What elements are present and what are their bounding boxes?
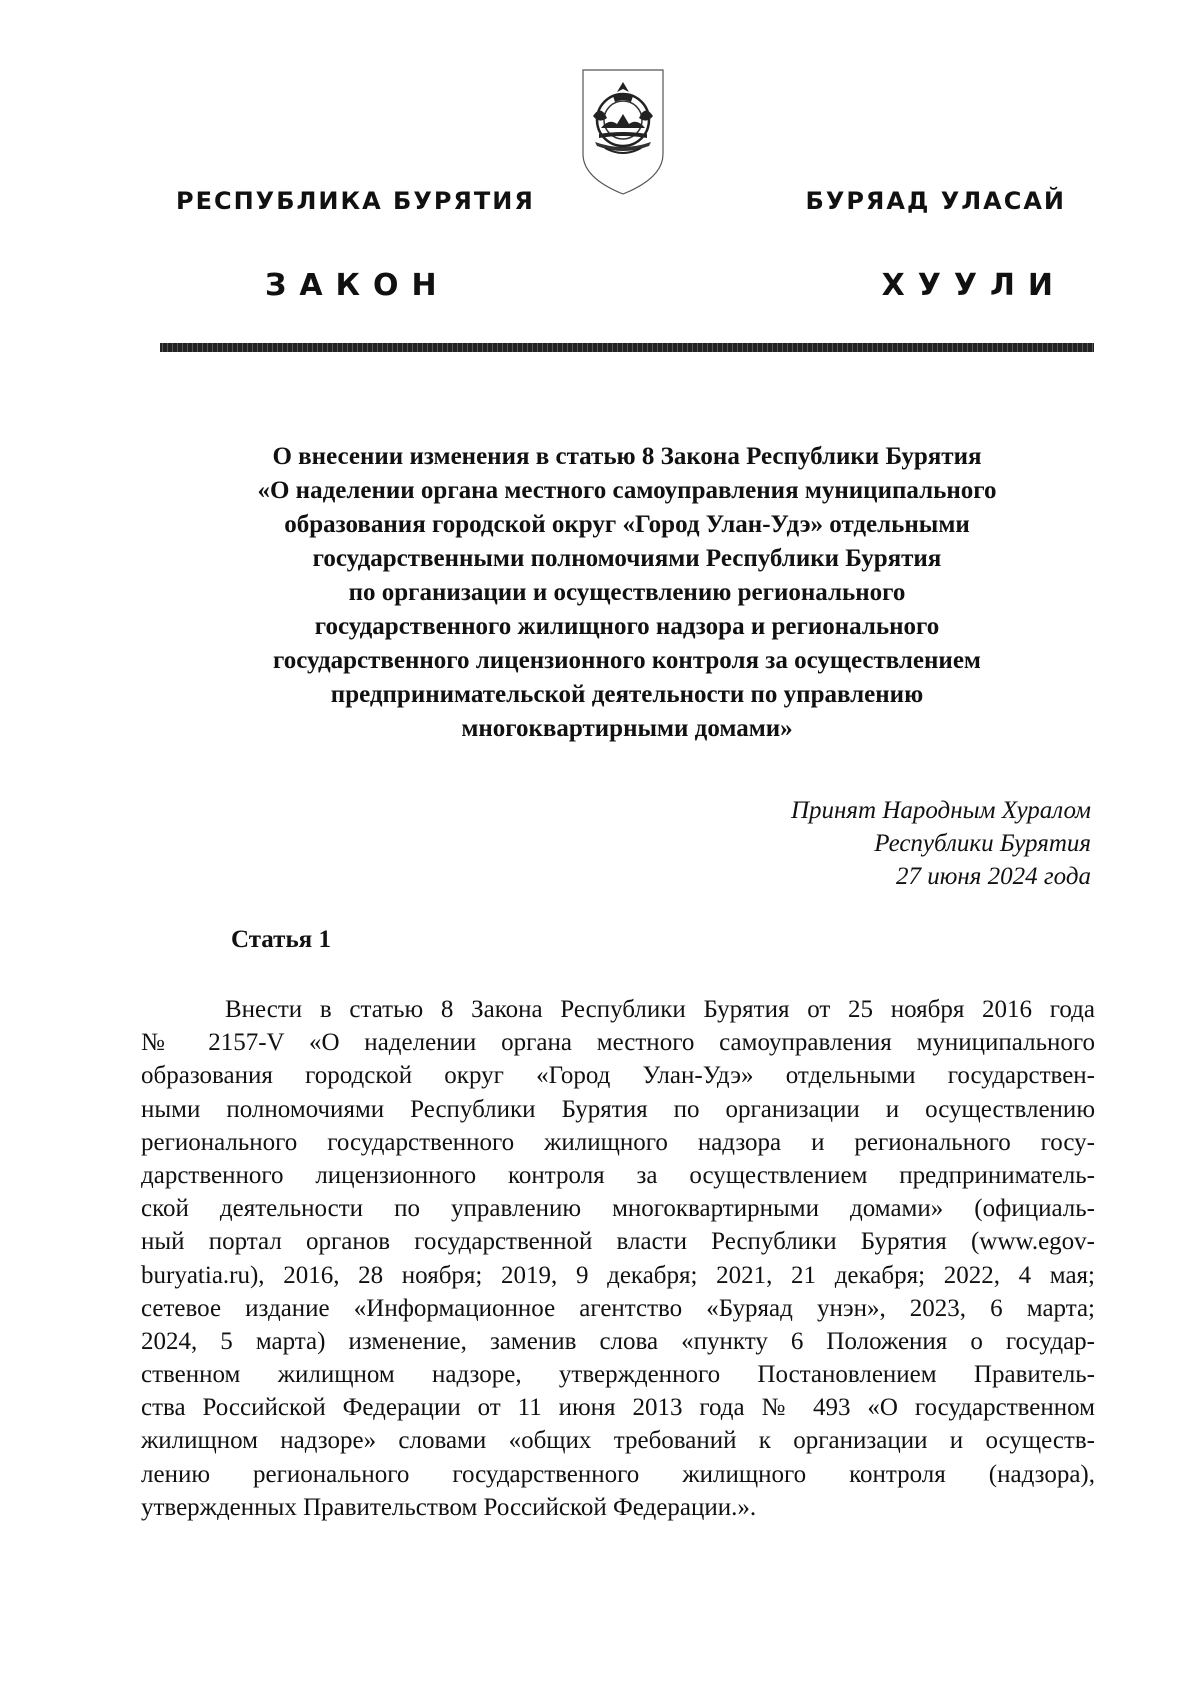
article-line: ственном жилищном надзоре, утвержденного Постановлением Правитель- bbox=[141, 1361, 1095, 1389]
article-line: Внести в статью 8 Закона Республики Бурятия от 25 ноября 2016 года bbox=[225, 996, 1095, 1023]
article-line: № 2157-V «О наделении органа местного самоуправления муниципального bbox=[141, 1029, 1095, 1057]
title-line: по организации и осуществлению регионального bbox=[348, 579, 906, 606]
title-line: государственными полномочиями Республики Бурятия bbox=[312, 545, 942, 572]
article-line: сетевое издание «Информационное агентство «Буряад унэн», 2023, 6 марта; bbox=[141, 1294, 1095, 1322]
adoption-date: 27 июня 2024 года bbox=[896, 863, 1091, 890]
article-line: ными полномочиями Республики Бурятия по организации и осуществлению bbox=[141, 1095, 1095, 1123]
article-line: buryatia.ru), 2016, 28 ноября; 2019, 9 декабря; 2021, 21 декабря; 2022, 4 мая; bbox=[141, 1261, 1095, 1289]
article-line: 2024, 5 марта) изменение, заменив слова «пункту 6 Положения о государ- bbox=[141, 1327, 1095, 1355]
title-line: образования городской округ «Город Улан-Удэ» отдельными bbox=[284, 511, 970, 538]
article-line: регионального государственного жилищного надзора и регионального госу- bbox=[141, 1128, 1095, 1156]
article-line: ской деятельности по управлению многоквартирными домами» (официаль- bbox=[141, 1195, 1095, 1223]
adoption-note bbox=[791, 794, 1091, 893]
law-label-bua: ХУУЛИ bbox=[881, 268, 1066, 303]
title-line: предпринимательской деятельности по управлению bbox=[330, 681, 924, 708]
title-line: многоквартирными домами» bbox=[461, 715, 793, 742]
article-line: дарственного лицензионного контроля за осуществлением предприниматель- bbox=[141, 1161, 1095, 1189]
article-body bbox=[141, 993, 1095, 1524]
article-line: ства Российской Федерации от 11 июня 2013 года № 493 «О государственном bbox=[141, 1394, 1095, 1422]
article-line: утвержденных Правительством Российской Федерации.». bbox=[141, 1493, 757, 1521]
title-line: «О наделении органа местного самоуправления муниципального bbox=[257, 477, 997, 504]
coat-of-arms-icon bbox=[577, 62, 669, 200]
adoption-line: Республики Бурятия bbox=[874, 830, 1091, 857]
title-line: государственного жилищного надзора и регионального bbox=[314, 613, 940, 640]
adoption-line: Принят Народным Хуралом bbox=[790, 797, 1091, 824]
article-line: лению регионального государственного жилищного контроля (надзора), bbox=[141, 1460, 1095, 1488]
title-line: О внесении изменения в статью 8 Закона Республики Бурятия bbox=[272, 443, 982, 470]
republic-name-ru: РЕСПУБЛИКА БУРЯТИЯ bbox=[176, 187, 535, 215]
law-label-ru: ЗАКОН bbox=[265, 268, 450, 303]
article-line: жилищном надзоре» словами «общих требований к организации и осуществ- bbox=[141, 1427, 1095, 1455]
article-line: ный портал органов государственной власти Республики Бурятия (www.egov- bbox=[141, 1228, 1095, 1256]
article-line: образования городской округ «Город Улан-Удэ» отдельными государствен- bbox=[141, 1062, 1095, 1090]
republic-name-bua: БУРЯАД УЛАСАЙ bbox=[805, 187, 1066, 215]
document-title bbox=[150, 440, 1104, 746]
article-heading: Статья 1 bbox=[231, 926, 331, 953]
title-line: государственного лицензионного контроля за осуществлением bbox=[273, 647, 981, 674]
header-divider bbox=[160, 343, 1094, 352]
